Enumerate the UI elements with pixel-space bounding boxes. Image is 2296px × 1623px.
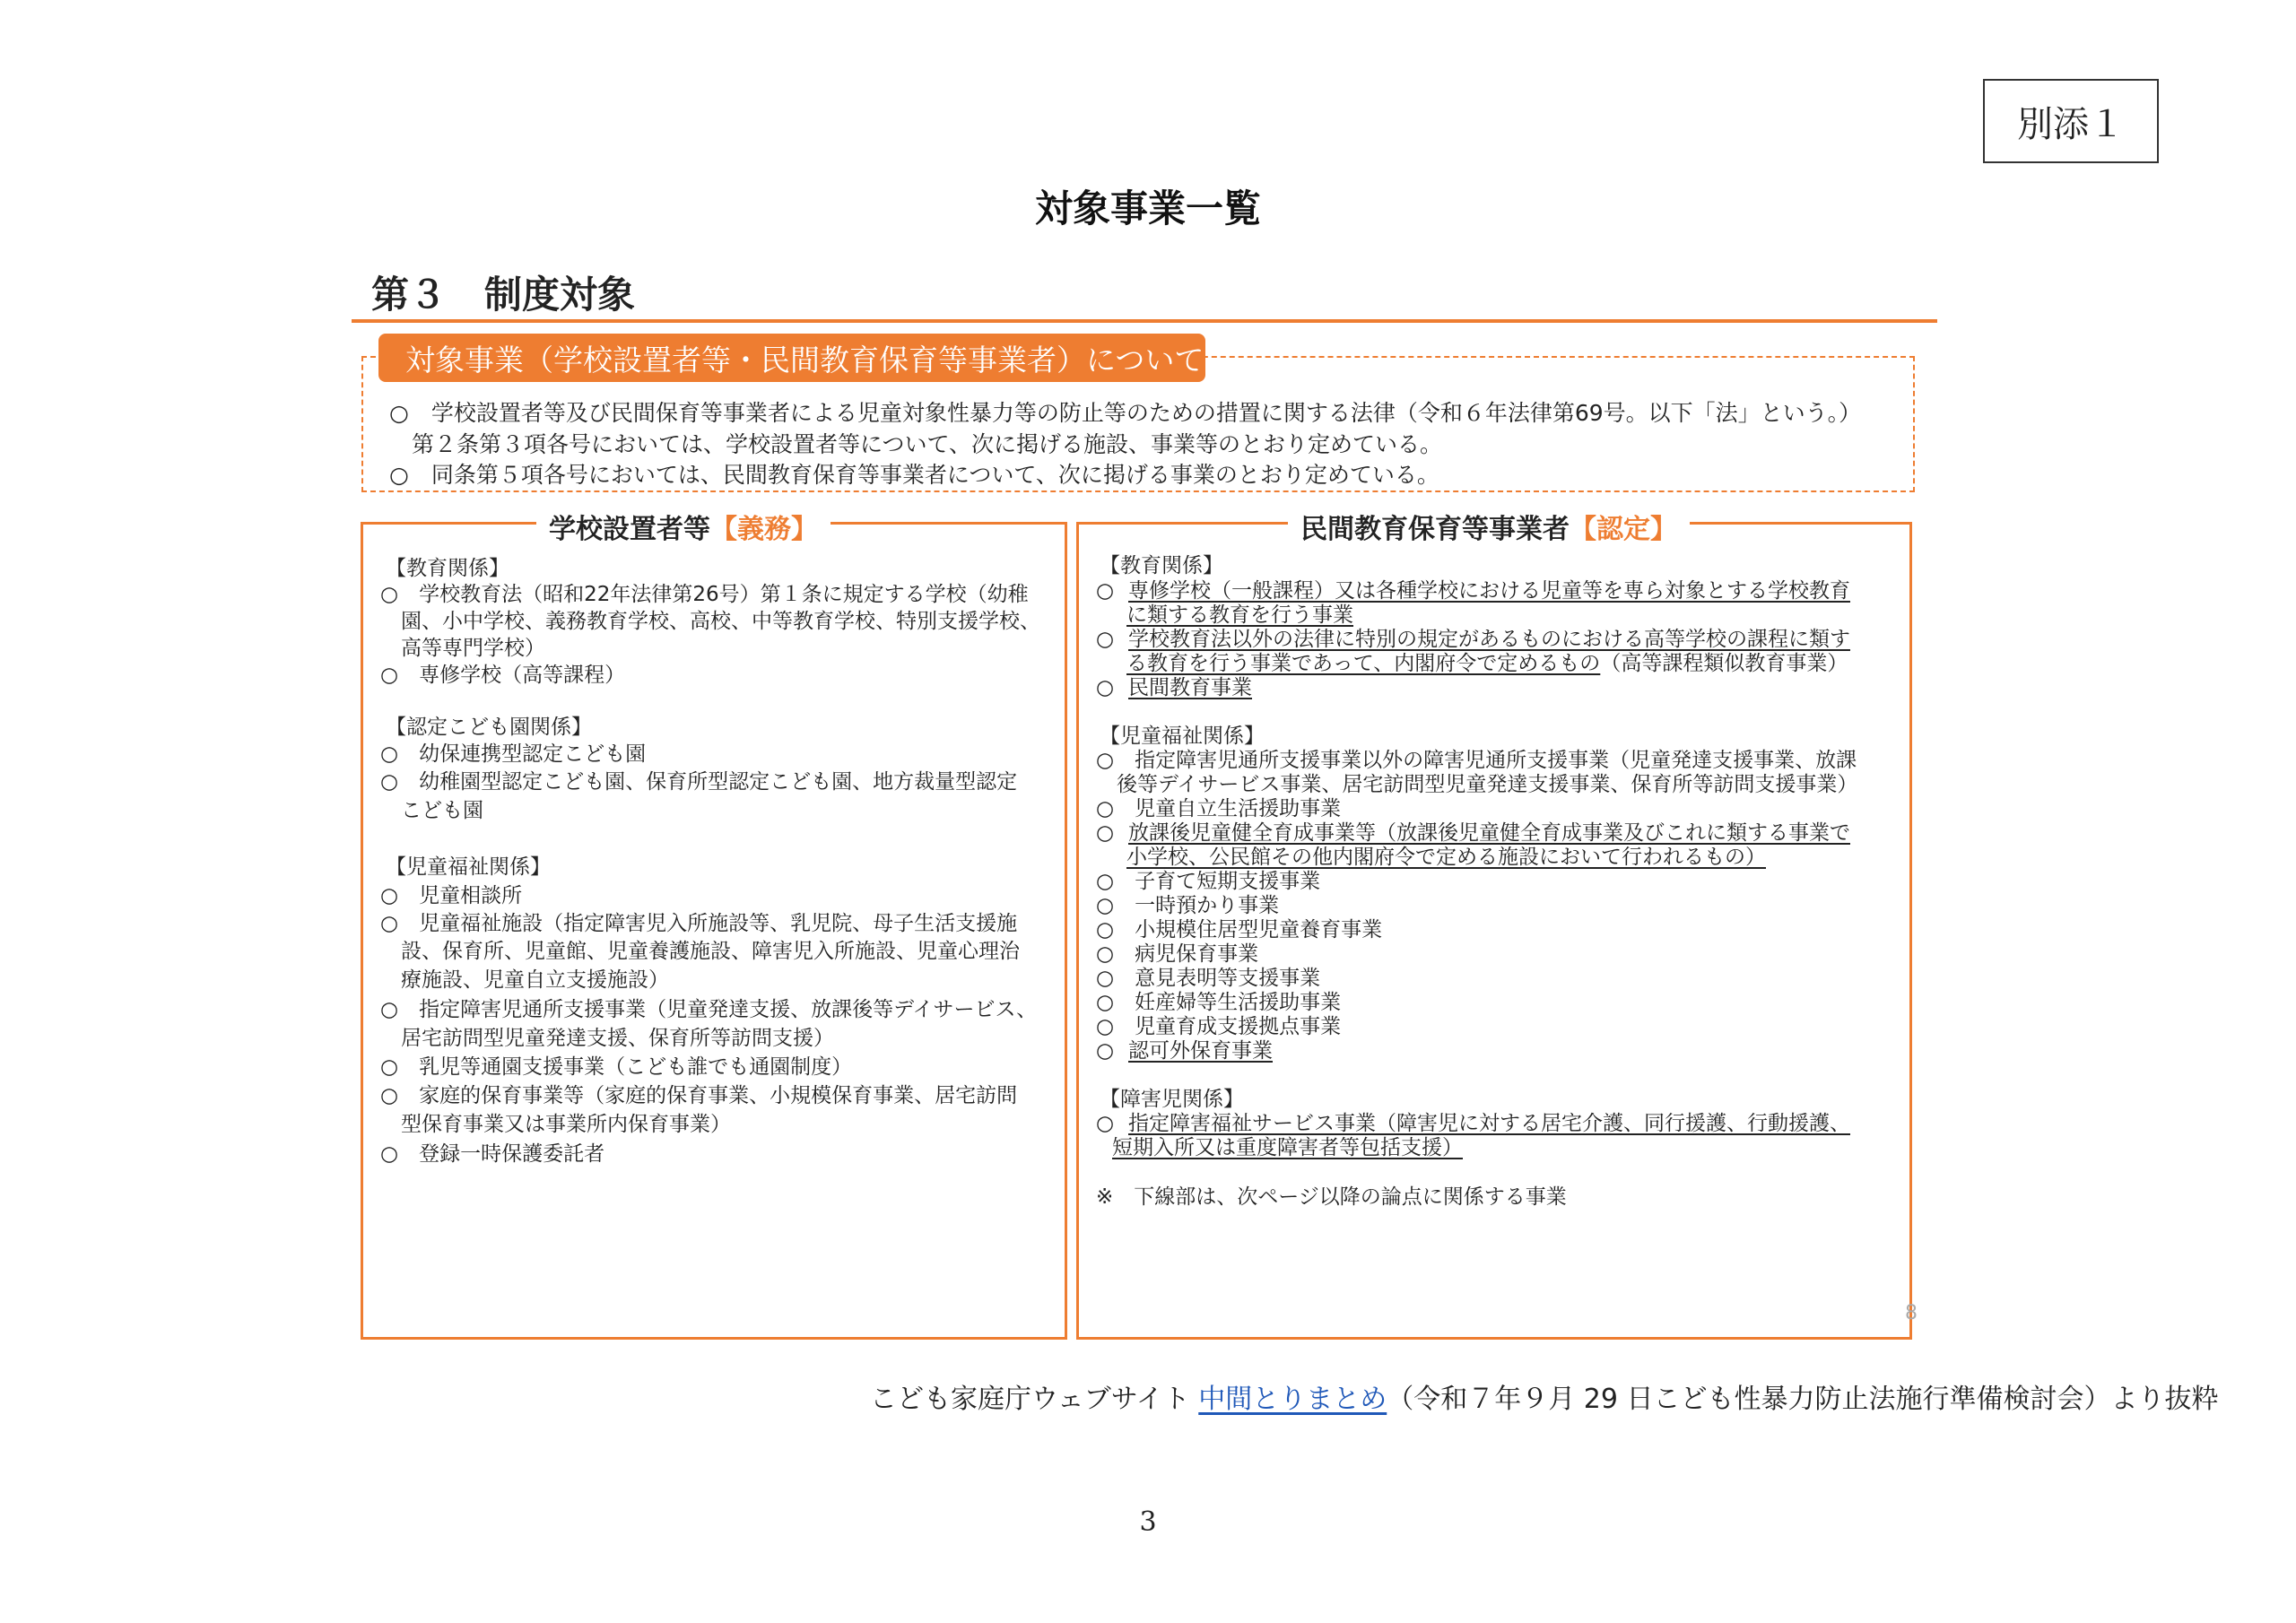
left-panel-title-text: 学校設置者等 (549, 514, 710, 545)
right-line: ○ 児童育成支援拠点事業 (1096, 1015, 1342, 1038)
intro-tab: 対象事業（学校設置者等・民間教育保育等事業者）について (378, 334, 1205, 382)
left-line: 【認定こども園関係】 (386, 716, 592, 739)
left-line: ○ 家庭的保育事業等（家庭的保育事業、小規模保育事業、居宅訪問 (380, 1084, 1018, 1107)
left-panel-title (536, 507, 831, 546)
left-line: ○ 専修学校（高等課程） (380, 664, 626, 687)
right-line: 【児童福祉関係】 (1100, 725, 1265, 748)
left-line: 型保育事業又は事業所内保育事業） (380, 1113, 731, 1136)
left-line: ○ 登録一時保護委託者 (380, 1142, 605, 1166)
intro-line: ○ 学校設置者等及び民間保育等事業者による児童対象性暴力等の防止等のための措置に関する法律（令和６年法律第69号。以下「法」という。） (389, 400, 1862, 426)
right-line: ○ 指定障害福祉サービス事業（障害児に対する居宅介護、同行援護、行動援護、 (1096, 1112, 1850, 1135)
right-line: ○ 民間教育事業 (1096, 676, 1252, 699)
right-line: ○ 一時預かり事業 (1096, 894, 1280, 917)
slide-page-mark: 8 (1905, 1302, 1918, 1324)
left-line: 【児童福祉関係】 (386, 855, 551, 879)
slide-heading: 第３ 制度対象 (371, 273, 636, 317)
right-line: ○ 子育て短期支援事業 (1096, 870, 1321, 893)
left-line: こども園 (380, 799, 483, 822)
right-line: ○ 学校教育法以外の法律に特別の規定があるものにおける高等学校の課程に類す (1096, 628, 1850, 651)
source-suffix: （令和７年９月 29 日こども性暴力防止法施行準備検討会）より抜粋 (1387, 1384, 2219, 1415)
document-title: 対象事業一覧 (1034, 187, 1261, 230)
left-line: ○ 指定障害児通所支援事業（児童発達支援、放課後等デイサービス、 (380, 998, 1038, 1021)
right-panel-tag: 【認定】 (1570, 514, 1677, 545)
source-link[interactable]: 中間とりまとめ (1198, 1384, 1387, 1415)
source-line (870, 1376, 2219, 1416)
left-line: ○ 児童相談所 (380, 884, 523, 907)
left-line: 園、小中学校、義務教育学校、高校、中等教育学校、特別支援学校、 (380, 610, 1040, 633)
right-line: ○ 専修学校（一般課程）又は各種学校における児童等を専ら対象とする学校教育 (1096, 579, 1850, 603)
right-panel-title (1288, 507, 1690, 546)
intro-line: ○ 同条第５項各号においては、民間教育保育等事業者について、次に掲げる事業のとおり定めている。 (389, 462, 1439, 488)
left-line: 高等専門学校） (380, 637, 545, 660)
right-line: ○ 指定障害児通所支援事業以外の障害児通所支援事業（児童発達支援事業、放課 (1096, 749, 1857, 772)
right-line: 後等デイサービス事業、居宅訪問型児童発達支援事業、保育所等訪問支援事業） (1096, 773, 1858, 796)
left-panel-tag: 【義務】 (710, 514, 818, 545)
left-line: 療施設、児童自立支援施設） (380, 968, 669, 992)
right-panel-title-text: 民間教育保育等事業者 (1300, 514, 1570, 545)
right-line: ○ 小規模住居型児童養育事業 (1096, 918, 1383, 942)
right-line: ○ 認可外保育事業 (1096, 1039, 1273, 1063)
left-line: ○ 学校教育法（昭和22年法律第26号）第１条に規定する学校（幼稚 (380, 583, 1029, 606)
right-line: に類する教育を行う事業 (1126, 603, 1353, 627)
left-line: 設、保育所、児童館、児童養護施設、障害児入所施設、児童心理治 (380, 940, 1020, 963)
right-line: る教育を行う事業であって、内閣府令で定めるもの（高等課程類似教育事業） (1126, 652, 1848, 675)
right-note: ※ 下線部は、次ページ以降の論点に関係する事業 (1096, 1185, 1567, 1209)
intro-line: 第２条第３項各号においては、学校設置者等について、次に掲げる施設、事業等のとおり定めている。 (389, 431, 1443, 457)
heading-rule (352, 319, 1937, 323)
attachment-label: 別添１ (1983, 79, 2159, 163)
right-line: ○ 児童自立生活援助事業 (1096, 797, 1342, 820)
right-line: 小学校、公民館その他内閣府令で定める施設において行われるもの） (1126, 846, 1766, 869)
right-line: ○ 放課後児童健全育成事業等（放課後児童健全育成事業及びこれに類する事業で (1096, 821, 1850, 845)
left-line: 【教育関係】 (386, 557, 509, 580)
source-prefix: こども家庭庁ウェブサイト (870, 1384, 1199, 1415)
right-line: 短期入所又は重度障害者等包括支援） (1112, 1136, 1463, 1159)
right-line: ○ 妊産婦等生活援助事業 (1096, 991, 1342, 1014)
left-line: ○ 児童福祉施設（指定障害児入所施設等、乳児院、母子生活支援施 (380, 912, 1018, 935)
right-line: 【教育関係】 (1100, 554, 1223, 577)
left-line: ○ 乳児等通園支援事業（こども誰でも通園制度） (380, 1055, 853, 1079)
right-line: ○ 意見表明等支援事業 (1096, 967, 1321, 990)
left-line: 居宅訪問型児童発達支援、保育所等訪問支援） (380, 1027, 834, 1050)
page-number: 3 (1139, 1506, 1157, 1538)
left-line: ○ 幼稚園型認定こども園、保育所型認定こども園、地方裁量型認定 (380, 770, 1018, 794)
right-line: ○ 病児保育事業 (1096, 942, 1259, 966)
right-line: 【障害児関係】 (1100, 1088, 1244, 1111)
left-line: ○ 幼保連携型認定こども園 (380, 742, 647, 766)
